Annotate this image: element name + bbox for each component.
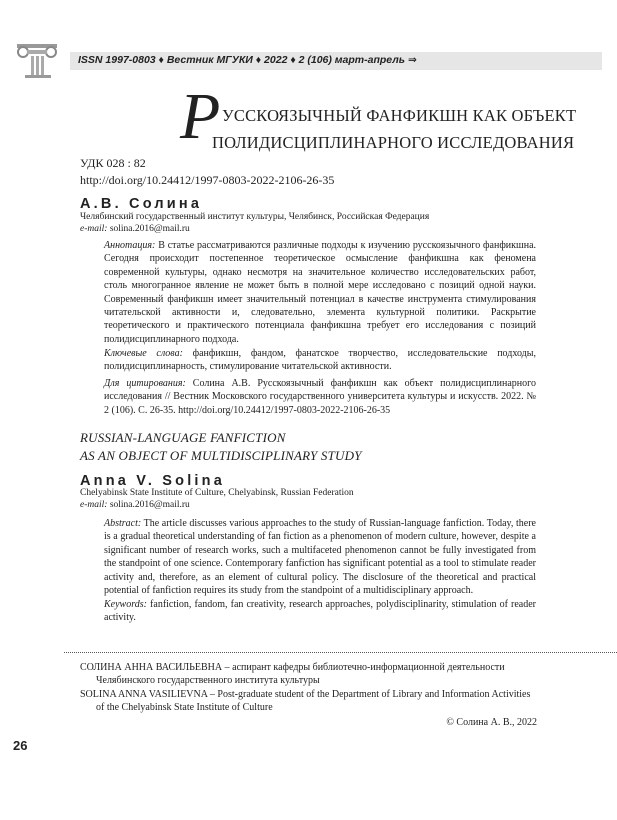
abstract-en-text: The article discusses various approaches to the study of Russian-language fanfiction. Today, there is a gradual theoretical understanding of fan fiction as a phenomenon of modern culture, however, despite a significant number of research works, such a multifaceted phenomenon cannot be fully investigated from the standpoint of one science. Contemporary fanfiction has significant potential as a tool to stimulate reader activity and, therefore, as an element of cultural policy. The disclosure of the theoretical and practical potential of fanfiction requires its study from the standpoint of a multidisciplinary approach. (104, 518, 536, 597)
email-ru (80, 224, 190, 234)
bio-ru-continued: Челябинского государственного института культуры (96, 675, 320, 686)
keywords-en (104, 598, 536, 625)
copyright: © Солина А. В., 2022 (446, 717, 537, 728)
title-en-line-1: RUSSIAN-LANGUAGE FANFICTION (80, 430, 286, 445)
email-link[interactable]: solina.2016@mail.ru (109, 500, 190, 510)
affiliation-ru: Челябинский государственный институт культуры, Челябинск, Российская Федерация (80, 212, 430, 222)
citation (104, 377, 536, 417)
author-bio-en (80, 688, 540, 714)
keywords-en-label: Keywords: (104, 599, 147, 610)
keywords-en-text: fanfiction, fandom, fan creativity, research approaches, polydisciplinarity, stimulation of reader activity. (104, 599, 537, 624)
journal-header: ISSN 1997-0803 ♦ Вестник МГУКИ ♦ 2022 ♦ 2 (106) март-апрель ⇒ (78, 54, 417, 66)
abstract-ru-label: Аннотация: (104, 240, 156, 251)
abstract-ru (104, 239, 536, 346)
citation-label: Для цитирования: (104, 378, 186, 389)
abstract-en (104, 517, 536, 597)
bio-ru-text: – аспирант кафедры библиотечно-информационной деятельности (222, 662, 505, 673)
author-ru: А.В. Солина (80, 196, 203, 212)
affiliation-en: Chelyabinsk State Institute of Culture, Chelyabinsk, Russian Federation (80, 488, 354, 498)
article-title-line-1: УССКОЯЗЫЧНЫЙ ФАНФИКШН КАК ОБЪЕКТ (222, 106, 577, 125)
email-label: e-mail: (80, 224, 108, 234)
page-number: 26 (13, 738, 28, 753)
footnote-divider (64, 652, 617, 653)
email-label: e-mail: (80, 500, 108, 510)
bio-en-name: SOLINA ANNA VASILIEVNA (80, 689, 208, 700)
keywords-ru (104, 347, 536, 374)
doi-link[interactable]: http://doi.org/10.24412/1997-0803-2022-2106-26-35 (80, 173, 335, 187)
keywords-ru-label: Ключевые слова: (104, 348, 183, 359)
citation-text: Солина А.В. Русскоязычный фанфикшн как объект полидисциплинарного исследования // Вестник Московского государственного университета культуры и искусств. 2022. № 2 (106). С. 26-35. http://doi.org/10.24412/1997-0803-2022-2106-26-35 (104, 378, 536, 416)
email-en (80, 500, 190, 510)
title-en-line-2: AS AN OBJECT OF MULTIDISCIPLINARY STUDY (80, 448, 362, 463)
abstract-en-label: Abstract: (104, 518, 142, 529)
bio-en-continued: of the Chelyabinsk State Institute of Culture (96, 702, 273, 713)
bio-ru-name: СОЛИНА АННА ВАСИЛЬЕВНА (80, 662, 223, 673)
title-dropcap: Р (180, 80, 221, 153)
keywords-ru-text: фанфикшн, фандом, фанатское творчество, исследовательские подходы, полидисциплинарность, стимулирование читательской активности. (104, 348, 536, 373)
udk: УДК 028 : 82 (80, 156, 146, 170)
email-link[interactable]: solina.2016@mail.ru (109, 224, 190, 234)
article-title-line-2: ПОЛИДИСЦИПЛИНАРНОГО ИССЛЕДОВАНИЯ (212, 133, 575, 152)
journal-logo-icon (13, 40, 65, 80)
author-bio-ru (80, 661, 540, 687)
author-en: Anna V. Solina (80, 473, 225, 489)
bio-en-text: – Post-graduate student of the Department of Library and Information Activities (207, 689, 531, 700)
abstract-ru-text: В статье рассматриваются различные подходы к изучению русскоязычного фанфикшна. Сегодня происходит постепенное теоретическое осмысление фанфикшна как феномена современной культуры, однако несмотря на значительное количество исследовательских работ, столь многогранное явление не может быть в полной мере исследовано с позиций одной науки. Современный фанфикшн имеет значительный потенциал в качестве инструмента стимулирования читательской активности и, следовательно, элемента культурной политики. Раскрытие теоретического и практического потенциала фанфикшна требует его исследования с позиций полидисциплинарного подхода. (104, 240, 537, 345)
